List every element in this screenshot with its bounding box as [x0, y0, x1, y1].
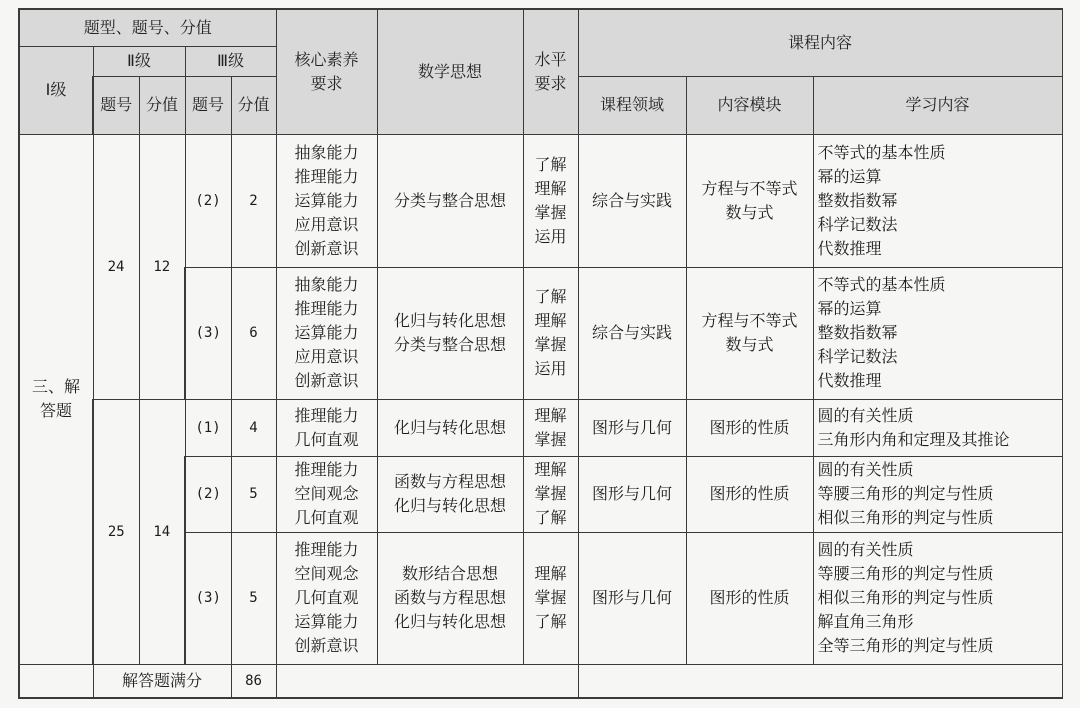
table-row: [19, 134, 1062, 267]
sub-question-number: (2): [185, 134, 231, 267]
total-row-blank: [19, 664, 93, 698]
total-label: 解答题满分: [93, 664, 231, 698]
learning-content-header: 学习内容: [813, 76, 1062, 134]
sub-question-number: (2): [185, 456, 231, 532]
level2-question-no-header: 题号: [93, 76, 139, 134]
exam-spec-table: [18, 8, 1063, 699]
course-area-cell: 图形与几何: [578, 532, 686, 664]
learning-content-cell: 圆的有关性质 等腰三角形的判定与性质 相似三角形的判定与性质: [813, 456, 1062, 532]
core-literacy-cell: 抽象能力 推理能力 运算能力 应用意识 创新意识: [276, 134, 377, 267]
content-module-cell: 方程与不等式 数与式: [686, 267, 813, 399]
content-module-cell: 图形的性质: [686, 399, 813, 456]
math-thought-cell: 分类与整合思想: [377, 134, 523, 267]
course-area-cell: 图形与几何: [578, 399, 686, 456]
level2-header: Ⅱ级: [93, 46, 185, 76]
course-area-cell: 图形与几何: [578, 456, 686, 532]
sub-question-score: 5: [231, 532, 276, 664]
section-label-cell: 三、解 答题: [19, 134, 93, 664]
level1-header: Ⅰ级: [19, 46, 93, 134]
math-thought-cell: 函数与方程思想 化归与转化思想: [377, 456, 523, 532]
content-module-cell: 方程与不等式 数与式: [686, 134, 813, 267]
content-module-cell: 图形的性质: [686, 456, 813, 532]
course-area-header: 课程领域: [578, 76, 686, 134]
level3-question-no-header: 题号: [185, 76, 231, 134]
learning-content-cell: 不等式的基本性质 幂的运算 整数指数幂 科学记数法 代数推理: [813, 134, 1062, 267]
level3-score-header: 分值: [231, 76, 276, 134]
level-requirement-cell: 了解 理解 掌握 运用: [523, 134, 578, 267]
total-row-empty-right: [578, 664, 1062, 698]
level-requirement-header: 水平 要求: [523, 9, 578, 134]
question-score: 14: [139, 399, 185, 664]
content-module-cell: 图形的性质: [686, 532, 813, 664]
core-literacy-cell: 推理能力 空间观念 几何直观 运算能力 创新意识: [276, 532, 377, 664]
sub-question-score: 5: [231, 456, 276, 532]
sub-question-number: (3): [185, 532, 231, 664]
sub-question-score: 6: [231, 267, 276, 399]
level-requirement-cell: 了解 理解 掌握 运用: [523, 267, 578, 399]
course-area-cell: 综合与实践: [578, 134, 686, 267]
total-value: 86: [231, 664, 276, 698]
question-score: 12: [139, 134, 185, 399]
sub-question-score: 4: [231, 399, 276, 456]
sub-question-score: 2: [231, 134, 276, 267]
core-literacy-cell: 推理能力 空间观念 几何直观: [276, 456, 377, 532]
core-literacy-cell: 抽象能力 推理能力 运算能力 应用意识 创新意识: [276, 267, 377, 399]
total-row: [19, 664, 1062, 698]
math-thought-header: 数学思想: [377, 9, 523, 134]
level-requirement-cell: 理解 掌握 了解: [523, 532, 578, 664]
level2-score-header: 分值: [139, 76, 185, 134]
question-number: 25: [93, 399, 139, 664]
header-row-1: [19, 9, 1062, 46]
level-requirement-cell: 理解 掌握: [523, 399, 578, 456]
total-row-empty-middle: [276, 664, 578, 698]
sub-question-number: (1): [185, 399, 231, 456]
type-number-score-header: 题型、题号、分值: [19, 9, 276, 46]
learning-content-cell: 圆的有关性质 三角形内角和定理及其推论: [813, 399, 1062, 456]
learning-content-cell: 不等式的基本性质 幂的运算 整数指数幂 科学记数法 代数推理: [813, 267, 1062, 399]
core-literacy-header: 核心素养 要求: [276, 9, 377, 134]
sub-question-number: (3): [185, 267, 231, 399]
level-requirement-cell: 理解 掌握 了解: [523, 456, 578, 532]
table-row: [19, 399, 1062, 456]
content-module-header: 内容模块: [686, 76, 813, 134]
math-thought-cell: 数形结合思想 函数与方程思想 化归与转化思想: [377, 532, 523, 664]
core-literacy-cell: 推理能力 几何直观: [276, 399, 377, 456]
question-number: 24: [93, 134, 139, 399]
math-thought-cell: 化归与转化思想 分类与整合思想: [377, 267, 523, 399]
learning-content-cell: 圆的有关性质 等腰三角形的判定与性质 相似三角形的判定与性质 解直角三角形 全等三角形的判定与性质: [813, 532, 1062, 664]
course-content-header: 课程内容: [578, 9, 1062, 76]
course-area-cell: 综合与实践: [578, 267, 686, 399]
level3-header: Ⅲ级: [185, 46, 276, 76]
math-thought-cell: 化归与转化思想: [377, 399, 523, 456]
